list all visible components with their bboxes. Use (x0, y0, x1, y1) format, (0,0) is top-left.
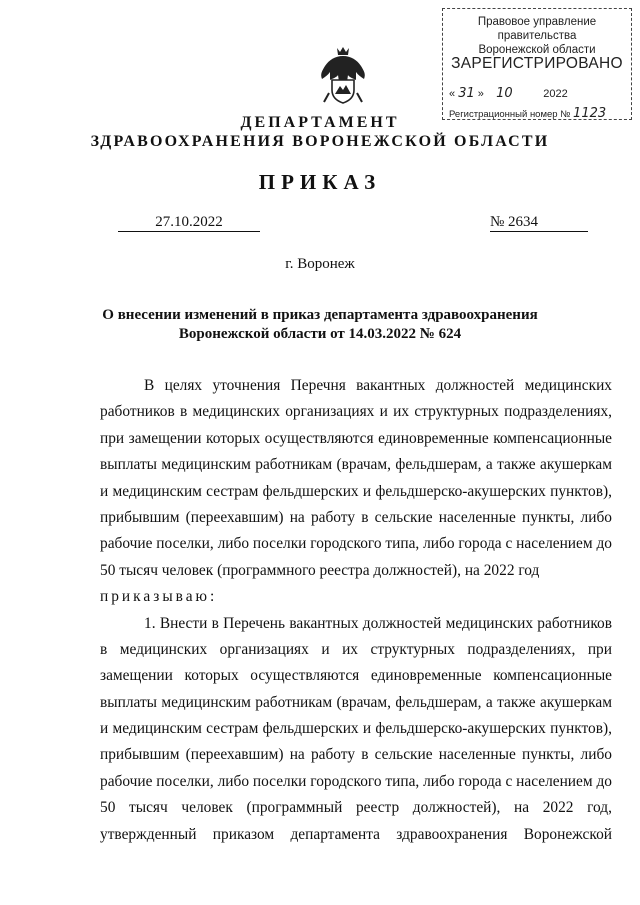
coat-of-arms-icon (318, 44, 368, 106)
body-line: прибывшим (переехавшим) на работу в сельские населенные пункты, либо (100, 746, 612, 764)
body-line: приказываю: (100, 588, 218, 606)
document-type-title: ПРИКАЗ (258, 170, 382, 194)
body-line: 1. Внести в Перечень вакантных должностей медицинских работников (144, 614, 612, 632)
stamp-authority: Правовое управление правительства Воронежской области (477, 16, 597, 56)
city: г. Воронеж (285, 256, 355, 272)
stamp-month: 10 (496, 86, 513, 101)
body-line: рабочие поселки, либо поселки городского типа, либо города с населением до (100, 535, 612, 553)
body-line: рабочие поселки, либо поселки городского типа, либо города с населением до (100, 772, 612, 790)
body-line: работников в медицинских организациях и их структурных подразделениях, (100, 403, 612, 421)
body-line: утвержденный приказом департамента здравоохранения Воронежской (100, 825, 612, 843)
order-subject: О внесении изменений в приказ департамента здравоохранения Воронежской области от 14.03.2022 № 624 (102, 307, 538, 342)
body-line: замещении которых осуществляются единовременные компенсационные (100, 667, 612, 685)
order-number: № 2634 (490, 213, 588, 232)
body-line: при замещении которых осуществляются единовременные компенсационные (100, 429, 612, 447)
stamp-reg-number: Регистрационный номер № 1123 (449, 106, 607, 121)
body-line: прибывшим (переехавшим) на работу в сельские населенные пункты, либо (100, 508, 612, 526)
order-body (100, 373, 612, 848)
stamp-date: « 31 » 10 2022 (449, 86, 568, 101)
body-line: выплаты медицинским работникам (врачам, фельдшерам, а также акушеркам (100, 693, 612, 711)
body-line: и медицинским сестрам фельдшерских и фельдшерско-акушерских пунктов), (100, 482, 612, 500)
order-date: 27.10.2022 (118, 213, 260, 232)
stamp-year: 2022 (543, 88, 568, 100)
department-name-line2: ЗДРАВООХРАНЕНИЯ ВОРОНЕЖСКОЙ ОБЛАСТИ (90, 133, 550, 150)
body-line: 50 тысяч человек (программного реестра должностей), на 2022 год (100, 561, 540, 579)
stamp-day: 31 (458, 86, 475, 101)
body-line: 50 тысяч человек (программный реестр должностей), на 2022 год, (100, 799, 612, 817)
body-line: в медицинских организациях и их структурных подразделениях, при (100, 640, 612, 658)
department-name-line1: ДЕПАРТАМЕНТ (240, 114, 400, 131)
body-line: В целях уточнения Перечня вакантных должностей медицинских (144, 377, 612, 394)
stamp-registered-label: ЗАРЕГИСТРИРОВАНО (451, 55, 623, 72)
body-line: и медицинским сестрам фельдшерских и фельдшерско-акушерских пунктов), (100, 720, 612, 738)
registration-stamp (442, 8, 632, 120)
body-line: выплаты медицинским работникам (врачам, фельдшерам, а также акушеркам (100, 456, 612, 474)
